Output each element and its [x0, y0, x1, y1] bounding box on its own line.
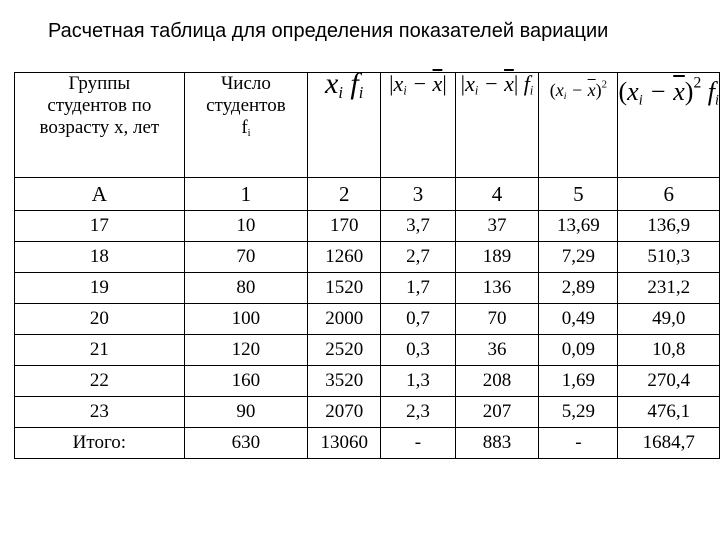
total-cell: -	[539, 428, 618, 459]
table-cell: 0,7	[381, 304, 455, 335]
table-cell: 13,69	[539, 211, 618, 242]
table-cell: 10,8	[618, 335, 720, 366]
col-number: 1	[184, 178, 307, 211]
table-cell: 1,3	[381, 366, 455, 397]
total-cell: -	[381, 428, 455, 459]
table-cell: 1520	[308, 273, 381, 304]
total-cell: 13060	[308, 428, 381, 459]
table-cell: 3,7	[381, 211, 455, 242]
table-cell: 120	[184, 335, 307, 366]
table-cell: 70	[184, 242, 307, 273]
table-cell: 90	[184, 397, 307, 428]
table-cell: 49,0	[618, 304, 720, 335]
table-cell: 80	[184, 273, 307, 304]
table-cell: 1,69	[539, 366, 618, 397]
col-number: 6	[618, 178, 720, 211]
table-cell: 2,7	[381, 242, 455, 273]
table-row	[15, 335, 720, 366]
formula-sq-dev-fi: $(x_i - \overline{x})^2$ $f_i$	[618, 73, 720, 178]
table-cell: 270,4	[618, 366, 720, 397]
table-row	[15, 397, 720, 428]
table-cell: 2,3	[381, 397, 455, 428]
table-cell: 0,09	[539, 335, 618, 366]
table-cell: 1,7	[381, 273, 455, 304]
table-cell: 231,2	[618, 273, 720, 304]
table-cell: 70	[455, 304, 539, 335]
table-cell: 20	[15, 304, 185, 335]
table-cell: 0,3	[381, 335, 455, 366]
table-cell: 207	[455, 397, 539, 428]
table-cell: 37	[455, 211, 539, 242]
table-cell: 18	[15, 242, 185, 273]
table-row	[15, 366, 720, 397]
table-cell: 189	[455, 242, 539, 273]
header-age-groups	[15, 73, 185, 178]
table-cell: 10	[184, 211, 307, 242]
table-cell: 19	[15, 273, 185, 304]
header-count-line2: студентов	[206, 95, 286, 116]
table-cell: 136	[455, 273, 539, 304]
header-row	[15, 73, 720, 178]
formula-sq-dev: $(x_i - \overline{x})^2$	[539, 73, 618, 178]
table-cell: 0,49	[539, 304, 618, 335]
page-title: Расчетная таблица для определения показателей вариации	[48, 20, 609, 42]
total-label: Итого:	[15, 428, 185, 459]
table-cell: 2,89	[539, 273, 618, 304]
table-cell: 23	[15, 397, 185, 428]
table-cell: 22	[15, 366, 185, 397]
table-cell: 36	[455, 335, 539, 366]
formula-xi-fi: $x_i$ $f_i$	[308, 73, 381, 178]
header-age-line1: Группы	[68, 73, 131, 94]
formula-abs-dev-fi: $|x_i - \overline{x}|$ $f_i$	[455, 73, 539, 178]
table-cell: 170	[308, 211, 381, 242]
formula-abs-dev: $|x_i - \overline{x}|$	[381, 73, 455, 178]
table-cell: 21	[15, 335, 185, 366]
col-number: A	[15, 178, 185, 211]
table-cell: 2520	[308, 335, 381, 366]
header-count-line1: Число	[220, 73, 271, 94]
table-row	[15, 242, 720, 273]
total-cell: 1684,7	[618, 428, 720, 459]
variation-table	[14, 67, 720, 459]
table-cell: 476,1	[618, 397, 720, 428]
col-number: 4	[455, 178, 539, 211]
table-cell: 136,9	[618, 211, 720, 242]
total-row	[15, 428, 720, 459]
total-cell: 630	[184, 428, 307, 459]
header-age-line3: возрасту х, лет	[39, 117, 160, 138]
table-cell: 3520	[308, 366, 381, 397]
table-cell: 2070	[308, 397, 381, 428]
table-cell: 100	[184, 304, 307, 335]
col-number: 2	[308, 178, 381, 211]
header-age-line2: студентов по	[47, 95, 152, 116]
total-cell: 883	[455, 428, 539, 459]
col-number: 5	[539, 178, 618, 211]
table-cell: 208	[455, 366, 539, 397]
table-cell: 160	[184, 366, 307, 397]
table-cell: 17	[15, 211, 185, 242]
table-cell: 510,3	[618, 242, 720, 273]
column-numbers-row	[15, 178, 720, 211]
table-row	[15, 273, 720, 304]
table-row	[15, 304, 720, 335]
header-count-line3: $f_i$	[241, 117, 251, 140]
table-cell: 1260	[308, 242, 381, 273]
table-row	[15, 211, 720, 242]
table-cell: 5,29	[539, 397, 618, 428]
table-cell: 7,29	[539, 242, 618, 273]
header-student-count	[184, 73, 307, 178]
col-number: 3	[381, 178, 455, 211]
table-cell: 2000	[308, 304, 381, 335]
